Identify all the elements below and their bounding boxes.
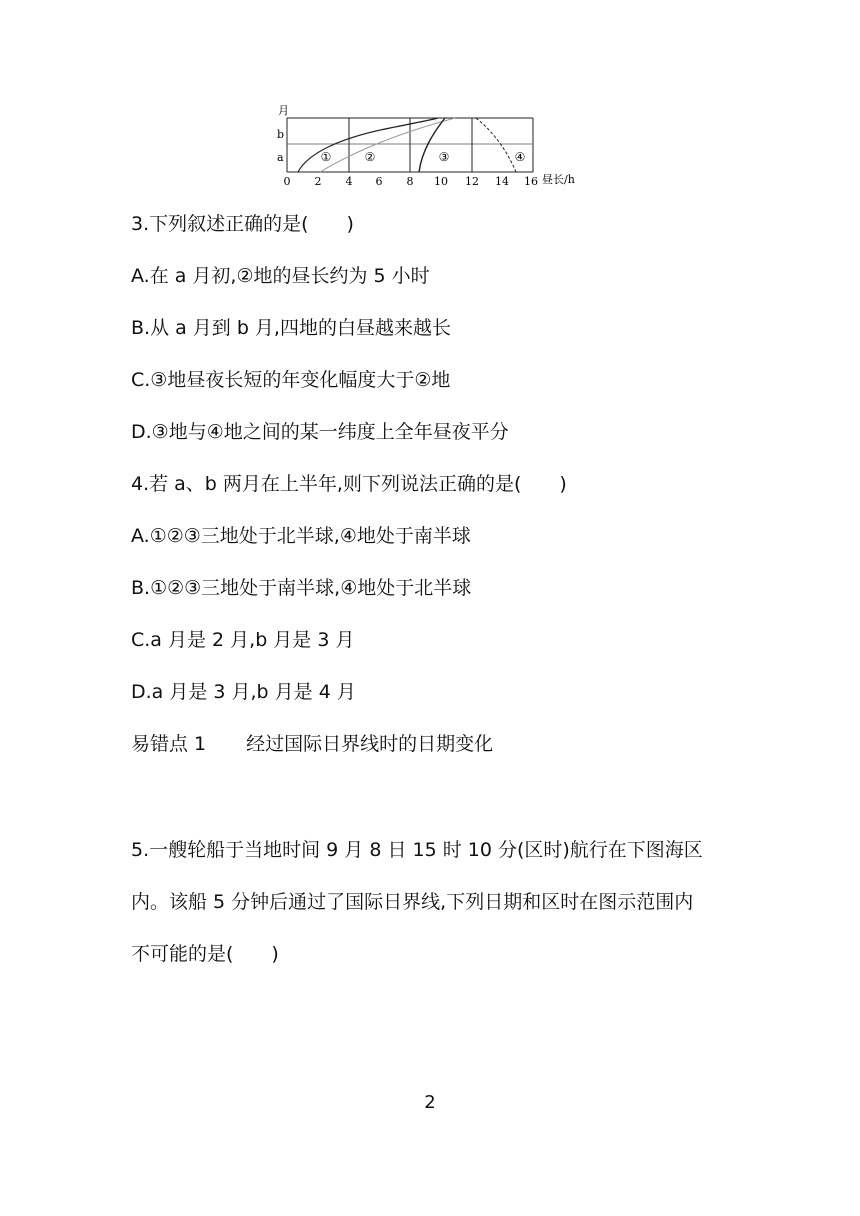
x-tick-0: 0 bbox=[283, 175, 291, 188]
curve-label-2: ② bbox=[364, 150, 376, 164]
y-axis-label: 月 bbox=[278, 104, 289, 117]
question-5-line-3: 不可能的是( ) bbox=[131, 943, 279, 965]
x-tick-8: 8 bbox=[406, 175, 414, 188]
curve-2 bbox=[320, 118, 455, 172]
question-4-option-a: A.①②③三地处于北半球,④地处于南半球 bbox=[131, 525, 471, 547]
x-tick-4: 4 bbox=[345, 175, 353, 188]
x-tick-6: 6 bbox=[375, 175, 383, 188]
question-4-option-d: D.a 月是 3 月,b 月是 4 月 bbox=[131, 681, 356, 703]
section-title: 经过国际日界线时的日期变化 bbox=[246, 733, 494, 755]
curve-label-4: ④ bbox=[514, 150, 526, 164]
y-tick-a: a bbox=[277, 151, 284, 164]
curve-4 bbox=[476, 118, 516, 172]
question-3-option-a: A.在 a 月初,②地的昼长约为 5 小时 bbox=[131, 265, 430, 287]
x-tick-14: 14 bbox=[495, 175, 509, 188]
question-3-option-b: B.从 a 月到 b 月,四地的白昼越来越长 bbox=[131, 317, 451, 339]
section-heading bbox=[131, 732, 493, 756]
x-axis-label: 昼长/h bbox=[542, 173, 575, 186]
x-tick-12: 12 bbox=[465, 175, 479, 188]
x-tick-2: 2 bbox=[314, 175, 322, 188]
question-3-stem: 3.下列叙述正确的是( ) bbox=[131, 213, 354, 235]
page-number: 2 bbox=[424, 1092, 436, 1113]
question-4-stem: 4.若 a、b 两月在上半年,则下列说法正确的是( ) bbox=[131, 473, 567, 495]
y-tick-b: b bbox=[277, 128, 285, 141]
x-tick-10: 10 bbox=[434, 175, 448, 188]
day-length-chart bbox=[270, 98, 590, 190]
question-5-line-1: 5.一艘轮船于当地时间 9 月 8 日 15 时 10 分(区时)航行在下图海区 bbox=[131, 839, 703, 861]
question-4-option-c: C.a 月是 2 月,b 月是 3 月 bbox=[131, 629, 355, 651]
curve-label-1: ① bbox=[320, 150, 332, 164]
question-3-option-c: C.③地昼夜长短的年变化幅度大于②地 bbox=[131, 369, 451, 391]
x-tick-16: 16 bbox=[524, 175, 538, 188]
section-label: 易错点 1 bbox=[131, 733, 207, 755]
question-5-line-2: 内。该船 5 分钟后通过了国际日界线,下列日期和区时在图示范围内 bbox=[131, 891, 694, 913]
question-3-option-d: D.③地与④地之间的某一纬度上全年昼夜平分 bbox=[131, 421, 509, 443]
curve-label-3: ③ bbox=[438, 150, 450, 164]
question-4-option-b: B.①②③三地处于南半球,④地处于北半球 bbox=[131, 577, 472, 599]
chart-svg bbox=[270, 98, 590, 190]
